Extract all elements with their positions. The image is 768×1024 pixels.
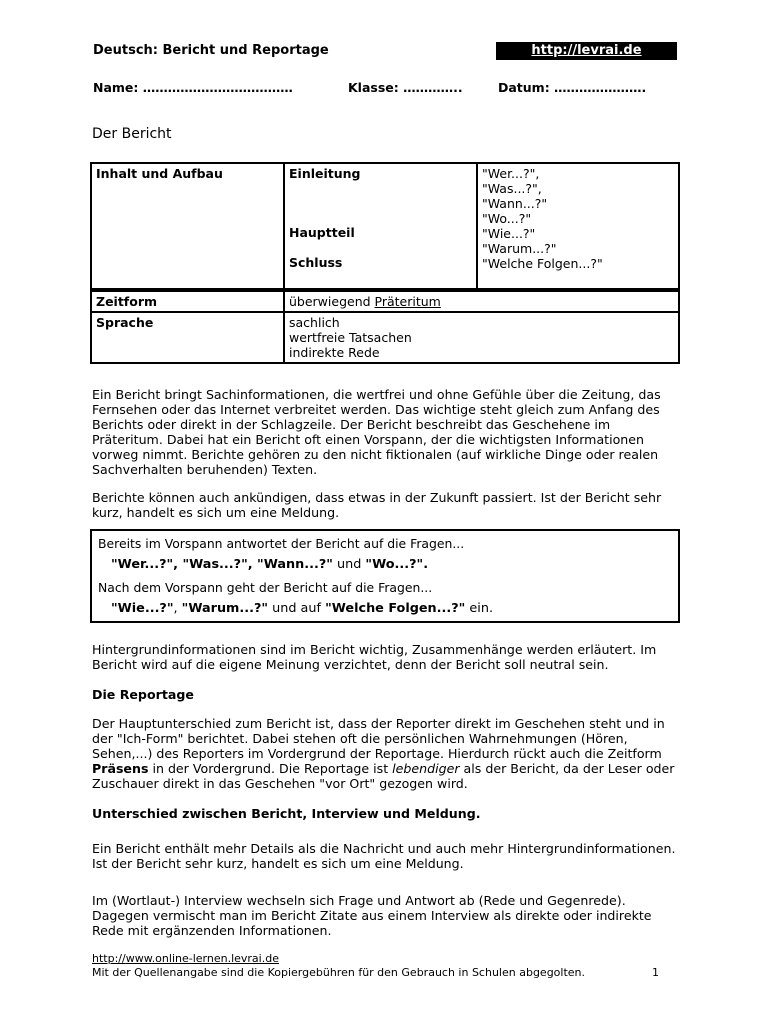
zeitform-praeteritum: Präteritum xyxy=(374,294,441,309)
form-table xyxy=(90,290,680,364)
box-q1: "Wer...?", "Was...?", "Wann...?" xyxy=(111,557,333,572)
box-line-questions-2 xyxy=(111,601,493,616)
question-item: "Warum...?" xyxy=(482,241,557,256)
footer-url-prefix[interactable]: http:// xyxy=(92,952,126,965)
box-q2: "Wo...?". xyxy=(365,557,429,572)
unterschied-heading: Unterschied zwischen Bericht, Interview und Meldung. xyxy=(92,806,481,821)
box-q3b: "Warum...?" xyxy=(181,601,269,616)
document-header-title: Deutsch: Bericht und Reportage xyxy=(93,43,329,58)
zeitform-value xyxy=(284,291,679,312)
question-item: "Welche Folgen...?" xyxy=(482,256,603,271)
box-und: und xyxy=(332,557,366,572)
paragraph-details: Ein Bericht enthält mehr Details als die Nachricht und auch mehr Hintergrundinformationen. Ist der Bericht sehr kurz, handelt es sich um eine Meldung. xyxy=(92,841,676,871)
hauptteil-label: Hauptteil xyxy=(289,225,355,240)
box-sep: , xyxy=(173,601,182,616)
reportage-text-a: Der Hauptunterschied zum Bericht ist, dass der Reporter direkt im Geschehen steht und in der "Ich-Form" berichtet. Dabei stehen oft die persönlichen Wahrnehmungen (Hören, Sehen,...) des Reporters im Vordergrund der Reportage. Hierdurch rückt auch die Zeitform xyxy=(92,716,665,761)
zeitform-label: Zeitform xyxy=(91,291,284,312)
box-line-nach: Nach dem Vorspann geht der Bericht auf die Fragen... xyxy=(98,580,433,595)
reportage-praesens: Präsens xyxy=(92,761,149,776)
footer-url-rest[interactable]: .online-lernen.levrai.de xyxy=(151,952,279,965)
table-cell-inhalt: Inhalt und Aufbau xyxy=(91,163,284,289)
schluss-label: Schluss xyxy=(289,255,343,270)
paragraph-interview: Im (Wortlaut-) Interview wechseln sich Frage und Antwort ab (Rede und Gegenrede). Dagegen vermischt man im Bericht Zitate aus einem Interview als direkte oder indirekte Rede mit ergänzenden Informationen. xyxy=(92,893,652,938)
sprache-item: indirekte Rede xyxy=(289,345,380,360)
zeitform-prefix: überwiegend xyxy=(289,294,375,309)
einleitung-label: Einleitung xyxy=(289,166,361,181)
reportage-text-c: als der Bericht, da der Leser oder Zuschauer direkt in das Geschehen "vor Ort" gezogen wird. xyxy=(92,761,675,791)
sprache-label: Sprache xyxy=(91,312,284,363)
questions-box xyxy=(90,529,680,623)
structure-table xyxy=(90,162,680,290)
header-url-box[interactable] xyxy=(496,42,677,60)
paragraph-meldung: Berichte können auch ankündigen, dass etwas in der Zukunft passiert. Ist der Bericht sehr kurz, handelt es sich um eine Meldung. xyxy=(92,490,662,520)
paragraph-reportage xyxy=(92,716,682,791)
table-cell-questions xyxy=(477,163,679,289)
footer-note: Mit der Quellenangabe sind die Kopiergebühren für den Gebrauch in Schulen abgegolten. xyxy=(92,966,586,979)
box-q4: "Welche Folgen...?" xyxy=(325,601,466,616)
box-end: ein. xyxy=(465,601,494,616)
question-item: "Wie...?" xyxy=(482,226,536,241)
sprache-item: sachlich xyxy=(289,315,340,330)
header-url-link[interactable]: http://levrai.de xyxy=(531,43,642,58)
question-item: "Wer...?", xyxy=(482,166,540,181)
sprache-item: wertfreie Tatsachen xyxy=(289,330,412,345)
page-number: 1 xyxy=(652,966,659,979)
paragraph-hintergrund: Hintergrundinformationen sind im Bericht wichtig, Zusammenhänge werden erläutert. Im Bericht wird auf die eigene Meinung verzichtet, denn der Bericht soll neutral sein. xyxy=(92,642,657,672)
question-item: "Wann...?" xyxy=(482,196,548,211)
section-title: Der Bericht xyxy=(92,126,172,142)
reportage-lebendiger: lebendiger xyxy=(392,761,460,776)
footer-url-www[interactable]: www xyxy=(125,952,152,965)
name-field: Name: ……………………………… xyxy=(93,80,293,95)
question-item: "Was...?", xyxy=(482,181,542,196)
box-und-auf: und auf xyxy=(268,601,326,616)
box-q3a: "Wie...?" xyxy=(111,601,174,616)
box-line-vorspann: Bereits im Vorspann antwortet der Bericht auf die Fragen... xyxy=(98,536,465,551)
paragraph-intro: Ein Bericht bringt Sachinformationen, die wertfrei und ohne Gefühle über die Zeitung, das Fernsehen oder das Internet verbreitet werden. Das wichtige steht gleich zum Anfang des Berichts oder direkt in der Schlagzeile. Der Bericht beschreibt das Geschehene im Präteritum. Dabei hat ein Bericht oft einen Vorspann, der die wichtigsten Informationen vorweg nimmt. Berichte gehören zu den nicht fiktionalen (auf wirkliche Dinge oder realen Sachverhalten beruhenden) Texten. xyxy=(92,387,661,477)
sprache-value xyxy=(284,312,679,363)
klasse-field: Klasse: ………….. xyxy=(348,80,463,95)
reportage-heading: Die Reportage xyxy=(92,687,194,702)
footer-url[interactable] xyxy=(92,952,279,965)
question-item: "Wo...?" xyxy=(482,211,532,226)
table-cell-parts xyxy=(284,163,477,289)
box-line-questions-1 xyxy=(111,557,428,572)
datum-field: Datum: …………………. xyxy=(498,80,647,95)
reportage-text-b: in der Vordergrund. Die Reportage ist xyxy=(148,761,393,776)
